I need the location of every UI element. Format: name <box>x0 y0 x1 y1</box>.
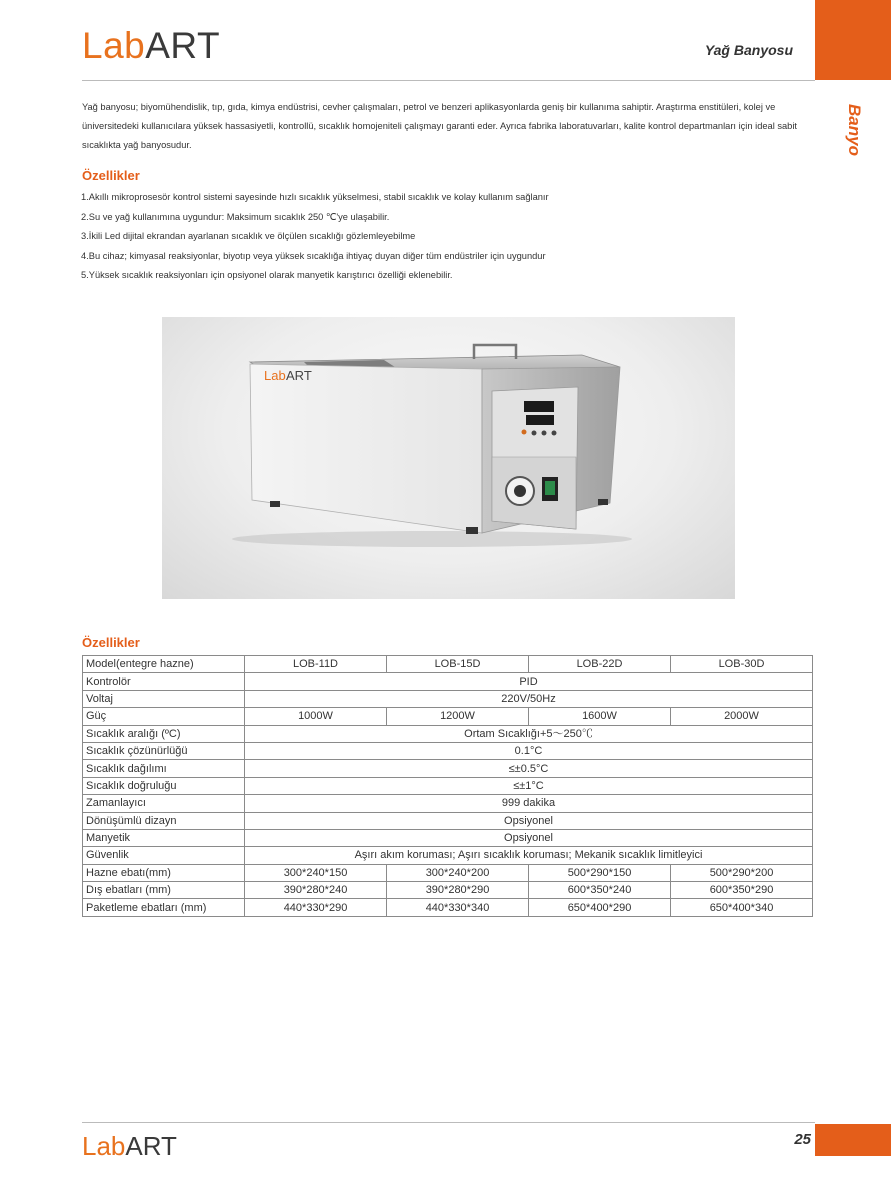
table-cell: Sıcaklık dağılımı <box>83 760 245 777</box>
table-cell: LOB-15D <box>387 656 529 673</box>
product-photo <box>162 317 735 599</box>
table-cell: PID <box>245 673 813 690</box>
table-row <box>83 777 813 794</box>
product-brand-lab: Lab <box>264 368 286 383</box>
table-cell: Sıcaklık çözünürlüğü <box>83 742 245 759</box>
table-row <box>83 673 813 690</box>
table-cell: LOB-30D <box>671 656 813 673</box>
table-cell: 500*290*200 <box>671 864 813 881</box>
features-list <box>81 188 781 286</box>
feature-item: 4.Bu cihaz; kimyasal reaksiyonlar, biyotıp veya yüksek sıcaklığa ihtiyaç duyan diğer tüm endüstriler için uygundur <box>81 250 546 261</box>
footer-logo-art: ART <box>125 1131 177 1161</box>
table-cell: LOB-11D <box>245 656 387 673</box>
table-row <box>83 656 813 673</box>
feature-item: 3.İkili Led dijital ekrandan ayarlanan sıcaklık ve ölçülen sıcaklığı gözlemleyebilme <box>81 231 416 241</box>
table-cell: 600*350*240 <box>529 882 671 899</box>
page-title: Yağ Banyosu <box>704 42 793 58</box>
table-cell: Sıcaklık doğruluğu <box>83 777 245 794</box>
table-cell: 1200W <box>387 708 529 725</box>
feature-item: 1.Akıllı mikroprosesör kontrol sistemi sayesinde hızlı sıcaklık yükselmesi, stabil sıcaklık ve kolay kullanım sağlanır <box>81 192 549 202</box>
table-cell: LOB-22D <box>529 656 671 673</box>
table-cell: Güç <box>83 708 245 725</box>
table-row <box>83 864 813 881</box>
table-cell: 1000W <box>245 708 387 725</box>
side-category-label <box>830 100 870 170</box>
table-cell: Paketleme ebatları (mm) <box>83 899 245 916</box>
table-cell: Manyetik <box>83 829 245 846</box>
table-cell: 0.1°C <box>245 742 813 759</box>
table-row <box>83 725 813 742</box>
footer-logo <box>82 1131 177 1161</box>
table-cell: Güvenlik <box>83 847 245 864</box>
table-row <box>83 847 813 864</box>
table-row <box>83 742 813 759</box>
specs-table <box>82 655 813 917</box>
side-category-text: Banyo <box>845 104 864 156</box>
table-row <box>83 690 813 707</box>
features-heading: Özellikler <box>82 168 140 183</box>
feature-item: 5.Yüksek sıcaklık reaksiyonları için opsiyonel olarak manyetik karıştırıcı özelliği eklenebilir. <box>81 270 453 280</box>
table-row <box>83 882 813 899</box>
table-row <box>83 708 813 725</box>
table-cell: 500*290*150 <box>529 864 671 881</box>
table-row <box>83 795 813 812</box>
specs-heading: Özellikler <box>82 635 140 650</box>
table-cell: Sıcaklık aralığı (ºC) <box>83 725 245 742</box>
table-cell: Ortam Sıcaklığı+5～250℃ <box>245 725 813 742</box>
table-cell: ≤±1°C <box>245 777 813 794</box>
table-cell: 300*240*200 <box>387 864 529 881</box>
table-cell: Dönüşümlü dizayn <box>83 812 245 829</box>
header-accent-block <box>815 0 891 80</box>
footer-accent-block <box>815 1124 891 1156</box>
table-cell: 390*280*290 <box>387 882 529 899</box>
table-row <box>83 760 813 777</box>
table-cell: 650*400*290 <box>529 899 671 916</box>
brand-logo <box>82 24 220 68</box>
table-cell: 440*330*340 <box>387 899 529 916</box>
table-cell: Opsiyonel <box>245 829 813 846</box>
oil-bath-illustration <box>162 317 735 599</box>
table-cell: Voltaj <box>83 690 245 707</box>
table-cell: Hazne ebatı(mm) <box>83 864 245 881</box>
logo-lab-text: Lab <box>82 25 146 66</box>
table-cell: 1600W <box>529 708 671 725</box>
table-cell: Aşırı akım koruması; Aşırı sıcaklık koruması; Mekanik sıcaklık limitleyici <box>245 847 813 864</box>
table-cell: Kontrolör <box>83 673 245 690</box>
table-cell: Zamanlayıcı <box>83 795 245 812</box>
table-row <box>83 829 813 846</box>
table-cell: 390*280*240 <box>245 882 387 899</box>
page-number: 25 <box>794 1131 811 1148</box>
table-cell: 300*240*150 <box>245 864 387 881</box>
footer-divider <box>82 1122 815 1123</box>
table-cell: 2000W <box>671 708 813 725</box>
table-cell: 440*330*290 <box>245 899 387 916</box>
intro-paragraph: Yağ banyosu; biyomühendislik, tıp, gıda, kimya endüstrisi, cevher çalışmaları, petrol ve benzeri aplikasyonlarda geniş bir kullanıma sahiptir. Araştırma enstitüleri, kolej ve üniversitedeki kullanıcılara yüksek hassasiyetli, kontrollü, sıcaklık homojeniteli çalışmayı garanti eder. Ayrıca fabrika laboratuvarları, kalite kontrol departmanları için ideal sabit sıcaklıkta yağ banyosudur. <box>82 102 797 150</box>
table-cell: Model(entegre hazne) <box>83 656 245 673</box>
header-divider <box>82 80 815 81</box>
logo-art-text: ART <box>145 25 221 66</box>
table-cell: 650*400*340 <box>671 899 813 916</box>
feature-item: 2.Su ve yağ kullanımına uygundur: Maksimum sıcaklık 250 ℃'ye ulaşabilir. <box>81 211 390 222</box>
table-cell: Dış ebatları (mm) <box>83 882 245 899</box>
table-cell: ≤±0.5°C <box>245 760 813 777</box>
footer-logo-lab: Lab <box>82 1131 126 1161</box>
table-cell: 600*350*290 <box>671 882 813 899</box>
table-cell: Opsiyonel <box>245 812 813 829</box>
table-row <box>83 812 813 829</box>
table-cell: 220V/50Hz <box>245 690 813 707</box>
table-row <box>83 899 813 916</box>
product-brand-art: ART <box>286 368 312 383</box>
table-cell: 999 dakika <box>245 795 813 812</box>
